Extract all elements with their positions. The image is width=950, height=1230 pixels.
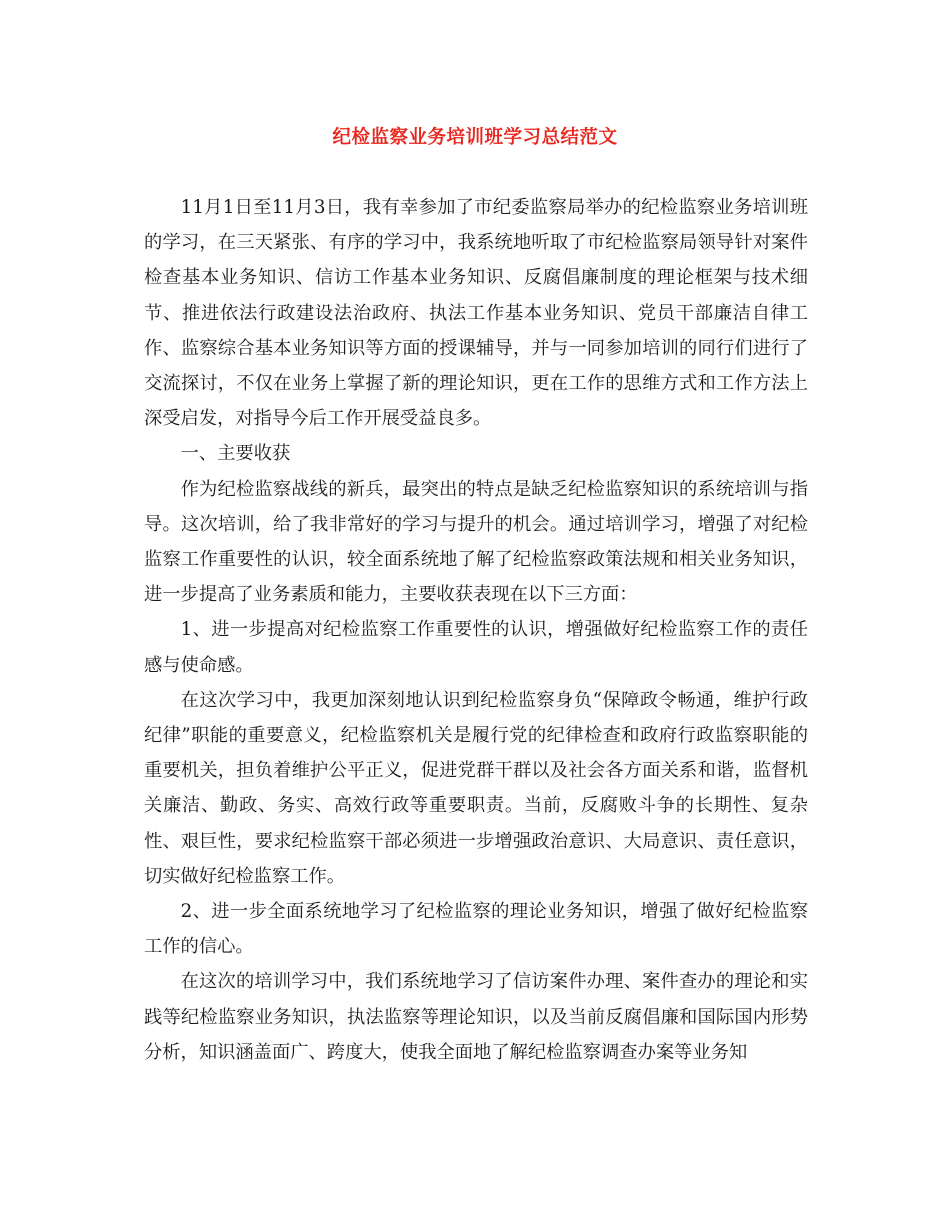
section-heading-main-gains: 一、主要收获 [180, 443, 291, 465]
document-body [144, 190, 808, 1070]
paragraph-intro: 11月1日至11月3日，我有幸参加了市纪委监察局举办的纪检监察业务培训班的学习，在三天紧张、有序的学习中，我系统地听取了市纪检监察局领导针对案件检查基本业务知识、信访工作基本业务知识、反腐倡廉制度的理论框架与技术细节、推进依法行政建设法治政府、执法工作基本业务知识、党员干部廉洁自律工作、监察综合基本业务知识等方面的授课辅导，并与一同参加培训的同行们进行了交流探讨，不仅在业务上掌握了新的理论知识，更在工作的思维方式和工作方法上深受启发，对指导今后工作开展受益良多。 [144, 197, 808, 430]
point-heading-1: 1、进一步提高对纪检监察工作重要性的认识，增强做好纪检监察工作的责任感与使命感。 [144, 619, 808, 676]
paragraph-gains-overview: 作为纪检监察战线的新兵，最突出的特点是缺乏纪检监察知识的系统培训与指导。这次培训，给了我非常好的学习与提升的机会。通过培训学习，增强了对纪检监察工作重要性的认识，较全面系统地了解了纪检监察政策法规和相关业务知识，进一步提高了业务素质和能力，主要收获表现在以下三方面： [144, 478, 808, 606]
paragraph-point-1: 在这次学习中，我更加深刻地认识到纪检监察身负“保障政令畅通，维护行政纪律”职能的重要意义，纪检监察机关是履行党的纪律检查和政府行政监察职能的重要机关，担负着维护公平正义，促进党群干群以及社会各方面关系和谐，监督机关廉洁、勤政、务实、高效行政等重要职责。当前，反腐败斗争的长期性、复杂性、艰巨性，要求纪检监察干部必须进一步增强政治意识、大局意识、责任意识，切实做好纪检监察工作。 [144, 689, 808, 887]
paragraph-point-2: 在这次的培训学习中，我们系统地学习了信访案件办理、案件查办的理论和实践等纪检监察业务知识，执法监察等理论知识，以及当前反腐倡廉和国际国内形势分析，知识涵盖面广、跨度大，使我全面地了解纪检监察调查办案等业务知 [144, 971, 808, 1063]
document-title: 纪检监察业务培训班学习总结范文 [332, 127, 618, 148]
point-heading-2: 2、进一步全面系统地学习了纪检监察的理论业务知识，增强了做好纪检监察工作的信心。 [144, 901, 808, 958]
